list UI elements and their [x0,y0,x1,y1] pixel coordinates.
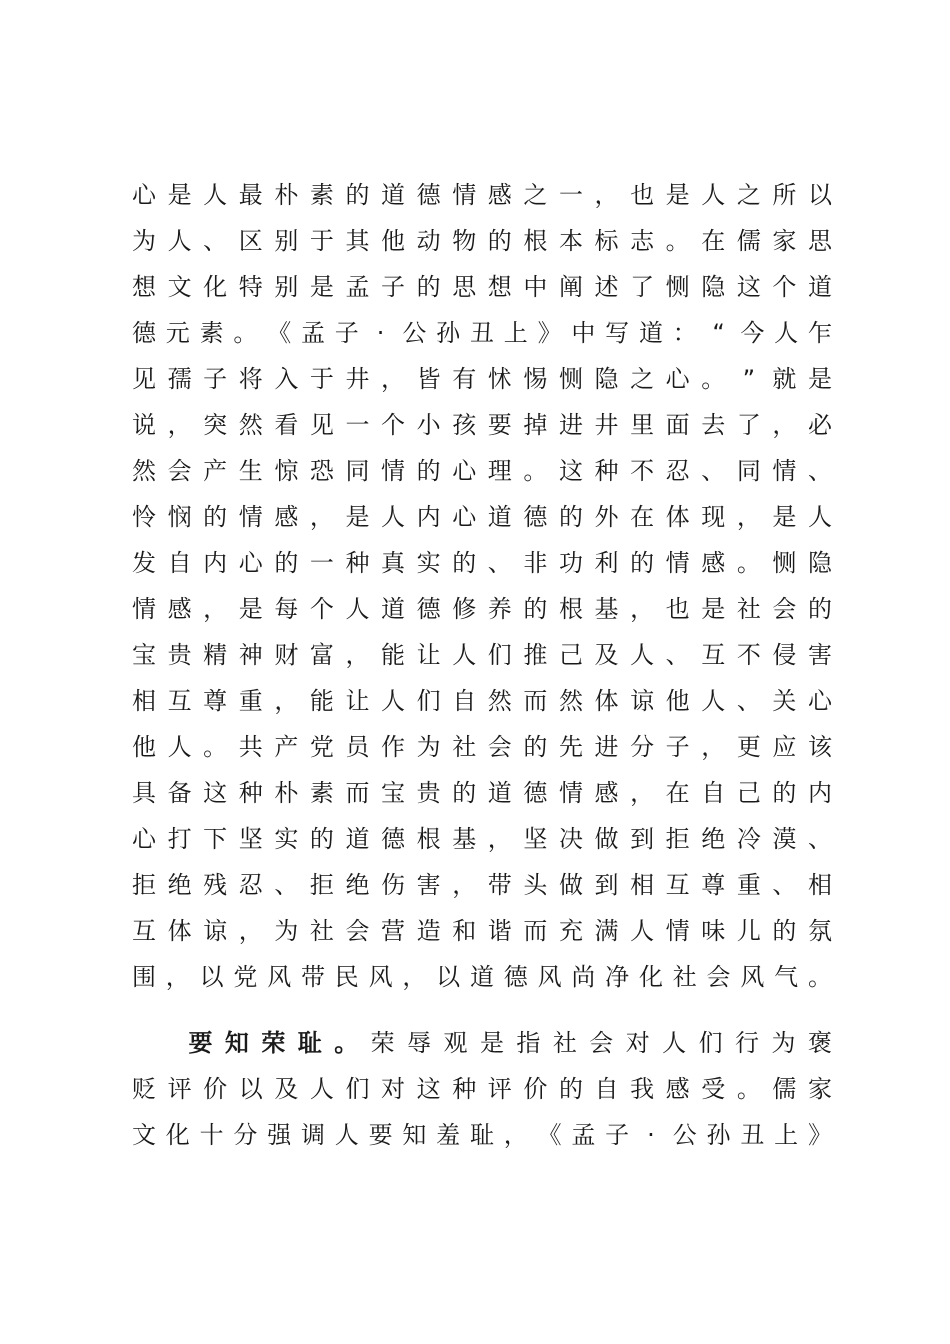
text-line: 具 备 这 种 朴 素 而 宝 贵 的 道 德 情 感 ， 在 自 己 的 内 [132,779,832,807]
text-line: 说 ， 突 然 看 见 一 个 小 孩 要 掉 进 井 里 面 去 了 ， 必 [132,411,832,439]
text-line: 为 人 、 区 别 于 其 他 动 物 的 根 本 标 志 。 在 儒 家 思 [132,227,832,255]
text-line: 情 感 ， 是 每 个 人 道 德 修 养 的 根 基 ， 也 是 社 会 的 [132,595,832,623]
text-line: 想 文 化 特 别 是 孟 子 的 思 想 中 阐 述 了 恻 隐 这 个 道 [132,273,832,301]
text-line: 心 是 人 最 朴 素 的 道 德 情 感 之 一 ， 也 是 人 之 所 以 [132,181,832,209]
text-line: 发 自 内 心 的 一 种 真 实 的 、 非 功 利 的 情 感 。 恻 隐 [132,549,832,577]
text-line: 怜 悯 的 情 感 ， 是 人 内 心 道 德 的 外 在 体 现 ， 是 人 [132,503,832,531]
paragraph-honor-shame [132,1020,832,1158]
text-line: 互 体 谅 ， 为 社 会 营 造 和 谐 而 充 满 人 情 味 儿 的 氛 [132,917,832,945]
text-line: 拒 绝 残 忍 、 拒 绝 伤 害 ， 带 头 做 到 相 互 尊 重 、 相 [132,871,832,899]
text-line: 心 打 下 坚 实 的 道 德 根 基 ， 坚 决 做 到 拒 绝 冷 漠 、 [132,825,832,853]
text-line: 宝 贵 精 神 财 富 ， 能 让 人 们 推 己 及 人 、 互 不 侵 害 [132,641,832,669]
text-line: 德 元 素 。 《 孟 子 · 公 孙 丑 上 》 中 写 道 ： “ 今 人 乍 [132,319,832,347]
text-line: 文 化 十 分 强 调 人 要 知 羞 耻 ， 《 孟 子 · 公 孙 丑 上 》 [132,1121,832,1149]
text-line: 相 互 尊 重 ， 能 让 人 们 自 然 而 然 体 谅 他 人 、 关 心 [132,687,832,715]
text-line: 贬 评 价 以 及 人 们 对 这 种 评 价 的 自 我 感 受 。 儒 家 [132,1075,832,1103]
paragraph-indent [132,1020,176,1066]
text-line: 围 ， 以 党 风 带 民 风 ， 以 道 德 风 尚 净 化 社 会 风 气 。 [132,963,832,991]
text-line: 见 孺 子 将 入 于 井 ， 皆 有 怵 惕 恻 隐 之 心 。 ” 就 是 [132,365,832,393]
text-line: 然 会 产 生 惊 恐 同 情 的 心 理 。 这 种 不 忍 、 同 情 、 [132,457,832,485]
text-line-first: 要 知 荣 耻 。 荣 辱 观 是 指 社 会 对 人 们 行 为 褒 [132,1020,832,1066]
text-line: 他 人 。 共 产 党 员 作 为 社 会 的 先 进 分 子 ， 更 应 该 [132,733,832,761]
paragraph-compassion [132,172,832,1000]
